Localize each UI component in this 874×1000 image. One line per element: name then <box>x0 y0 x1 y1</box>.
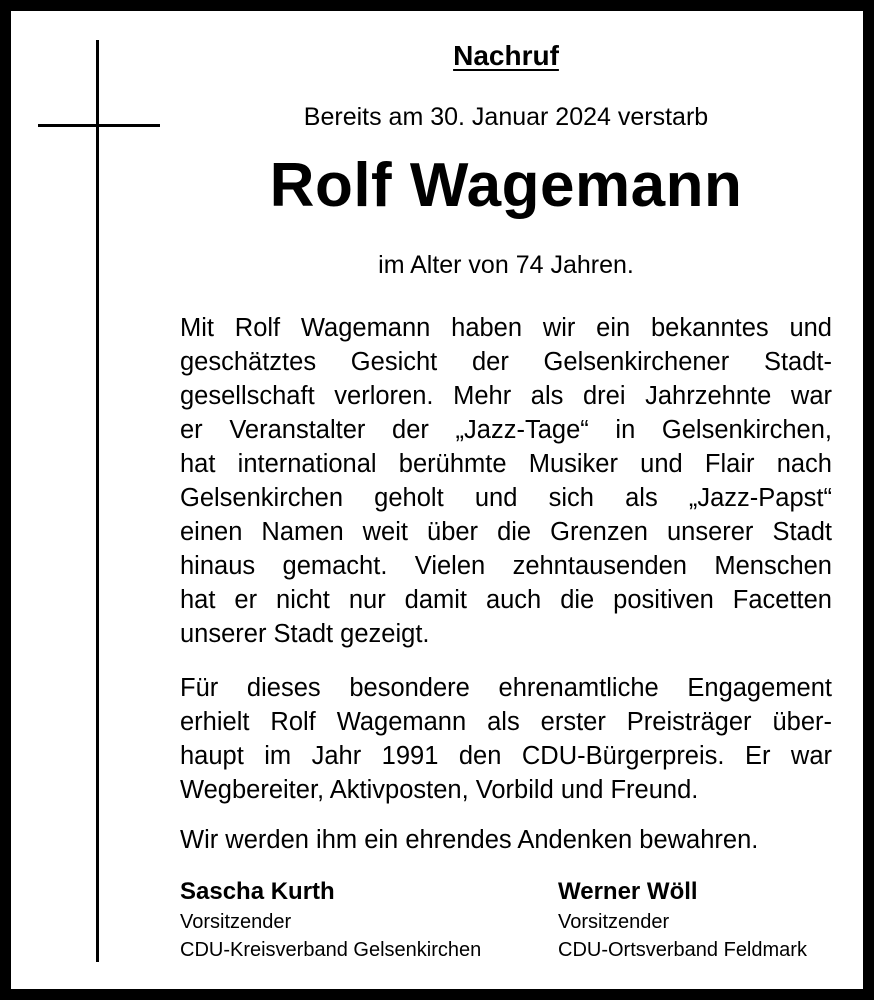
paragraph-line: Mit Rolf Wagemann haben wir ein bekanntes und <box>180 314 832 342</box>
deceased-name: Rolf Wagemann <box>269 151 743 220</box>
paragraph-line: hinaus gemacht. Vielen zehntausenden Menschen <box>180 552 832 580</box>
death-announcement: Bereits am 30. Januar 2024 verstarb <box>303 103 709 131</box>
paragraph-line: gesellschaft verloren. Mehr als drei Jahrzehnte war <box>180 382 832 410</box>
paragraph-line: erhielt Rolf Wagemann als erster Preisträger über- <box>180 708 832 736</box>
paragraph-line: Gelsenkirchen geholt und sich als „Jazz-Papst“ <box>180 484 832 512</box>
tribute-paragraph-2 <box>180 671 832 807</box>
paragraph-line: Wir werden ihm ein ehrendes Andenken bewahren. <box>180 826 759 854</box>
paragraph-line: Wegbereiter, Aktivposten, Vorbild und Freund. <box>180 776 699 804</box>
tribute-paragraph-1 <box>180 311 832 651</box>
signatory-role: Vorsitzender <box>180 911 292 933</box>
signatory-2 <box>558 876 807 964</box>
paragraph-line: geschätztes Gesicht der Gelsenkirchener Stadt- <box>180 348 832 376</box>
paragraph-line: hat international berühmte Musiker und Flair nach <box>180 450 832 478</box>
closing-sentence <box>180 823 832 857</box>
cross-icon-horizontal-bar <box>38 124 160 127</box>
cross-icon-vertical-bar <box>96 40 99 962</box>
signatory-organization: CDU-Kreisverband Gelsenkirchen <box>180 939 482 961</box>
signatory-1 <box>180 876 481 964</box>
signatory-role: Vorsitzender <box>558 911 670 933</box>
paragraph-line: haupt im Jahr 1991 den CDU-Bürgerpreis. Er war <box>180 742 832 770</box>
paragraph-line: Für dieses besondere ehrenamtliche Engagement <box>180 674 832 702</box>
paragraph-line: hat er nicht nur damit auch die positiven Facetten <box>180 586 832 614</box>
paragraph-line: einen Namen weit über die Grenzen unserer Stadt <box>180 518 832 546</box>
signatory-name: Sascha Kurth <box>180 878 335 905</box>
age-statement: im Alter von 74 Jahren. <box>378 251 634 279</box>
signatory-name: Werner Wöll <box>558 878 698 905</box>
signatory-organization: CDU-Ortsverband Feldmark <box>558 939 807 961</box>
paragraph-line: unserer Stadt gezeigt. <box>180 620 430 648</box>
obituary-heading: Nachruf <box>453 40 559 71</box>
paragraph-line: er Veranstalter der „Jazz-Tage“ in Gelsenkirchen, <box>180 416 832 444</box>
